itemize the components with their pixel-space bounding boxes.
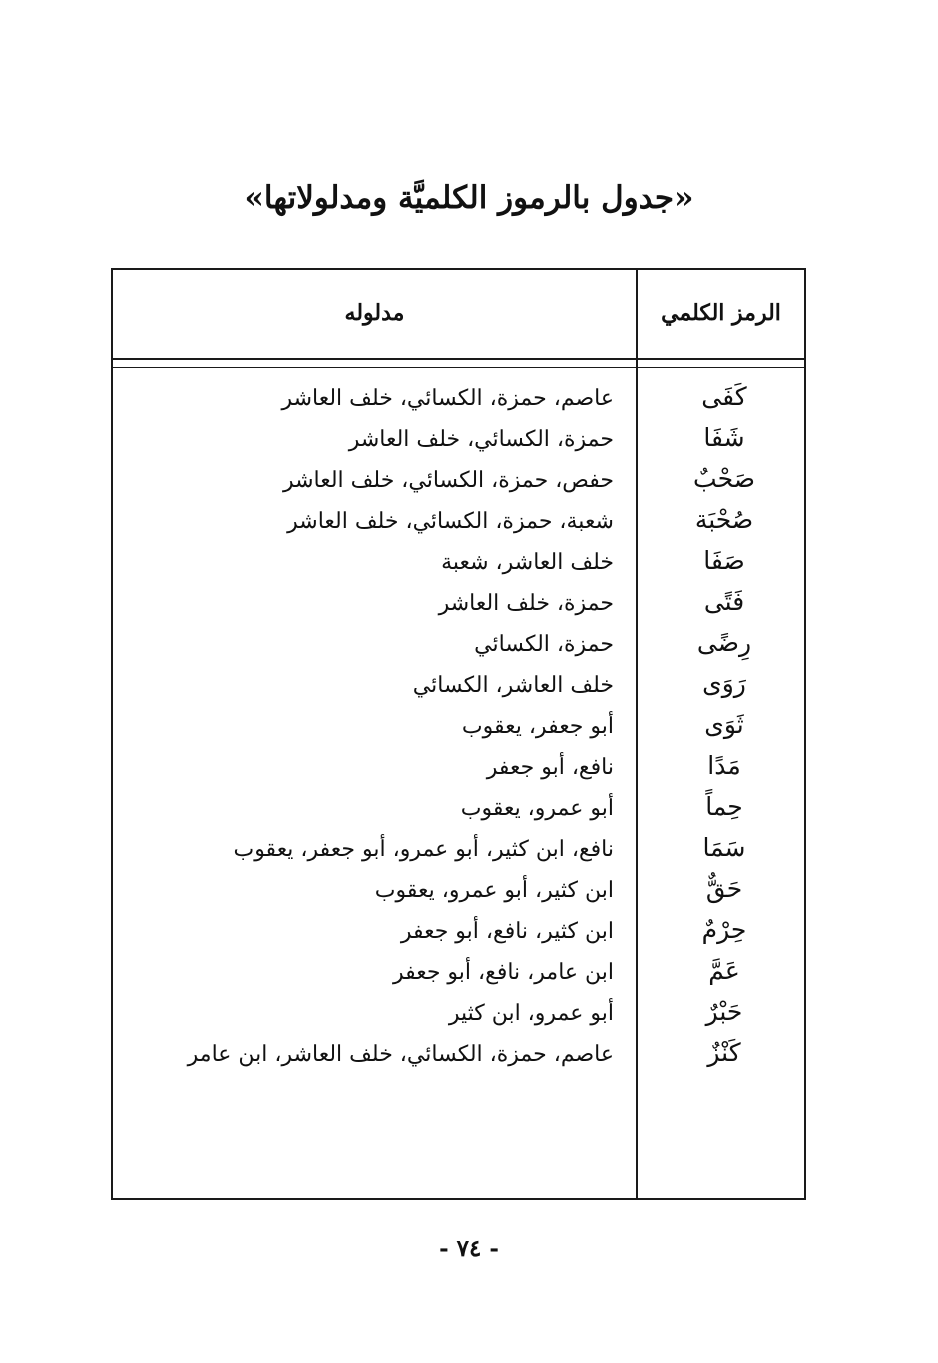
table-row	[113, 423, 804, 464]
table-row	[113, 956, 804, 997]
meaning-cell: شعبة، حمزة، الكسائي، خلف العاشر	[287, 509, 614, 534]
table-row	[113, 587, 804, 628]
meaning-cell: نافع، أبو جعفر	[486, 755, 614, 780]
symbol-cell: صَفَا	[703, 546, 745, 575]
table-row	[113, 1038, 804, 1079]
symbol-cell: فَتًى	[703, 587, 745, 616]
meaning-cell: عاصم، حمزة، الكسائي، خلف العاشر، ابن عامر	[187, 1042, 614, 1067]
table-row	[113, 997, 804, 1038]
table-row	[113, 628, 804, 669]
page-title: «جدول بالرموز الكلميَّة ومدلولاتها»	[244, 180, 694, 216]
symbol-cell: سَمَا	[702, 833, 746, 862]
table-row	[113, 833, 804, 874]
symbol-cell: حَقٌّ	[705, 874, 743, 903]
table-row	[113, 792, 804, 833]
header-divider	[113, 358, 804, 360]
meaning-cell: عاصم، حمزة، الكسائي، خلف العاشر	[281, 386, 614, 411]
table-row	[113, 505, 804, 546]
table-row	[113, 915, 804, 956]
table-row	[113, 751, 804, 792]
table-row	[113, 669, 804, 710]
meaning-cell: نافع، ابن كثير، أبو عمرو، أبو جعفر، يعقوب	[233, 837, 614, 862]
header-divider-secondary	[113, 367, 804, 368]
table-row	[113, 464, 804, 505]
symbol-cell: ثَوَى	[704, 710, 744, 739]
symbol-cell: حَبْرٌ	[705, 997, 743, 1026]
symbols-table	[111, 268, 806, 1200]
meaning-cell: أبو جعفر، يعقوب	[461, 714, 614, 739]
header-meaning: مدلوله	[344, 300, 405, 326]
header-symbol: الرمز الكلمي	[661, 300, 781, 326]
meaning-cell: ابن عامر، نافع، أبو جعفر	[392, 960, 614, 985]
symbol-cell: حِماً	[705, 792, 743, 821]
table-row	[113, 874, 804, 915]
table-body	[113, 382, 804, 1079]
meaning-cell: أبو عمرو، ابن كثير	[448, 1001, 614, 1026]
symbol-cell: حِرْمٌ	[701, 915, 747, 944]
symbol-cell: مَدًا	[707, 751, 741, 780]
symbol-cell: صَحْبٌ	[693, 464, 755, 493]
meaning-cell: خلف العاشر، الكسائي	[412, 673, 614, 698]
meaning-cell: حفص، حمزة، الكسائي، خلف العاشر	[282, 468, 614, 493]
page-number: - ٧٤ -	[439, 1235, 499, 1262]
symbol-cell: رَوَى	[702, 669, 746, 698]
symbol-cell: شَفَا	[703, 423, 745, 452]
symbol-cell: رِضًى	[696, 628, 752, 657]
meaning-cell: ابن كثير، أبو عمرو، يعقوب	[374, 878, 614, 903]
meaning-cell: ابن كثير، نافع، أبو جعفر	[400, 919, 614, 944]
table-row	[113, 710, 804, 751]
meaning-cell: حمزة، الكسائي	[474, 632, 614, 657]
symbol-cell: صُحْبَة	[694, 505, 754, 534]
meaning-cell: حمزة، الكسائي، خلف العاشر	[348, 427, 614, 452]
symbol-cell: عَمَّ	[708, 956, 740, 985]
symbol-cell: كَنْزٌ	[707, 1038, 741, 1067]
meaning-cell: حمزة، خلف العاشر	[438, 591, 614, 616]
meaning-cell: أبو عمرو، يعقوب	[460, 796, 614, 821]
table-row	[113, 382, 804, 423]
symbol-cell: كَفَى	[701, 382, 747, 411]
meaning-cell: خلف العاشر، شعبة	[441, 550, 614, 575]
table-row	[113, 546, 804, 587]
